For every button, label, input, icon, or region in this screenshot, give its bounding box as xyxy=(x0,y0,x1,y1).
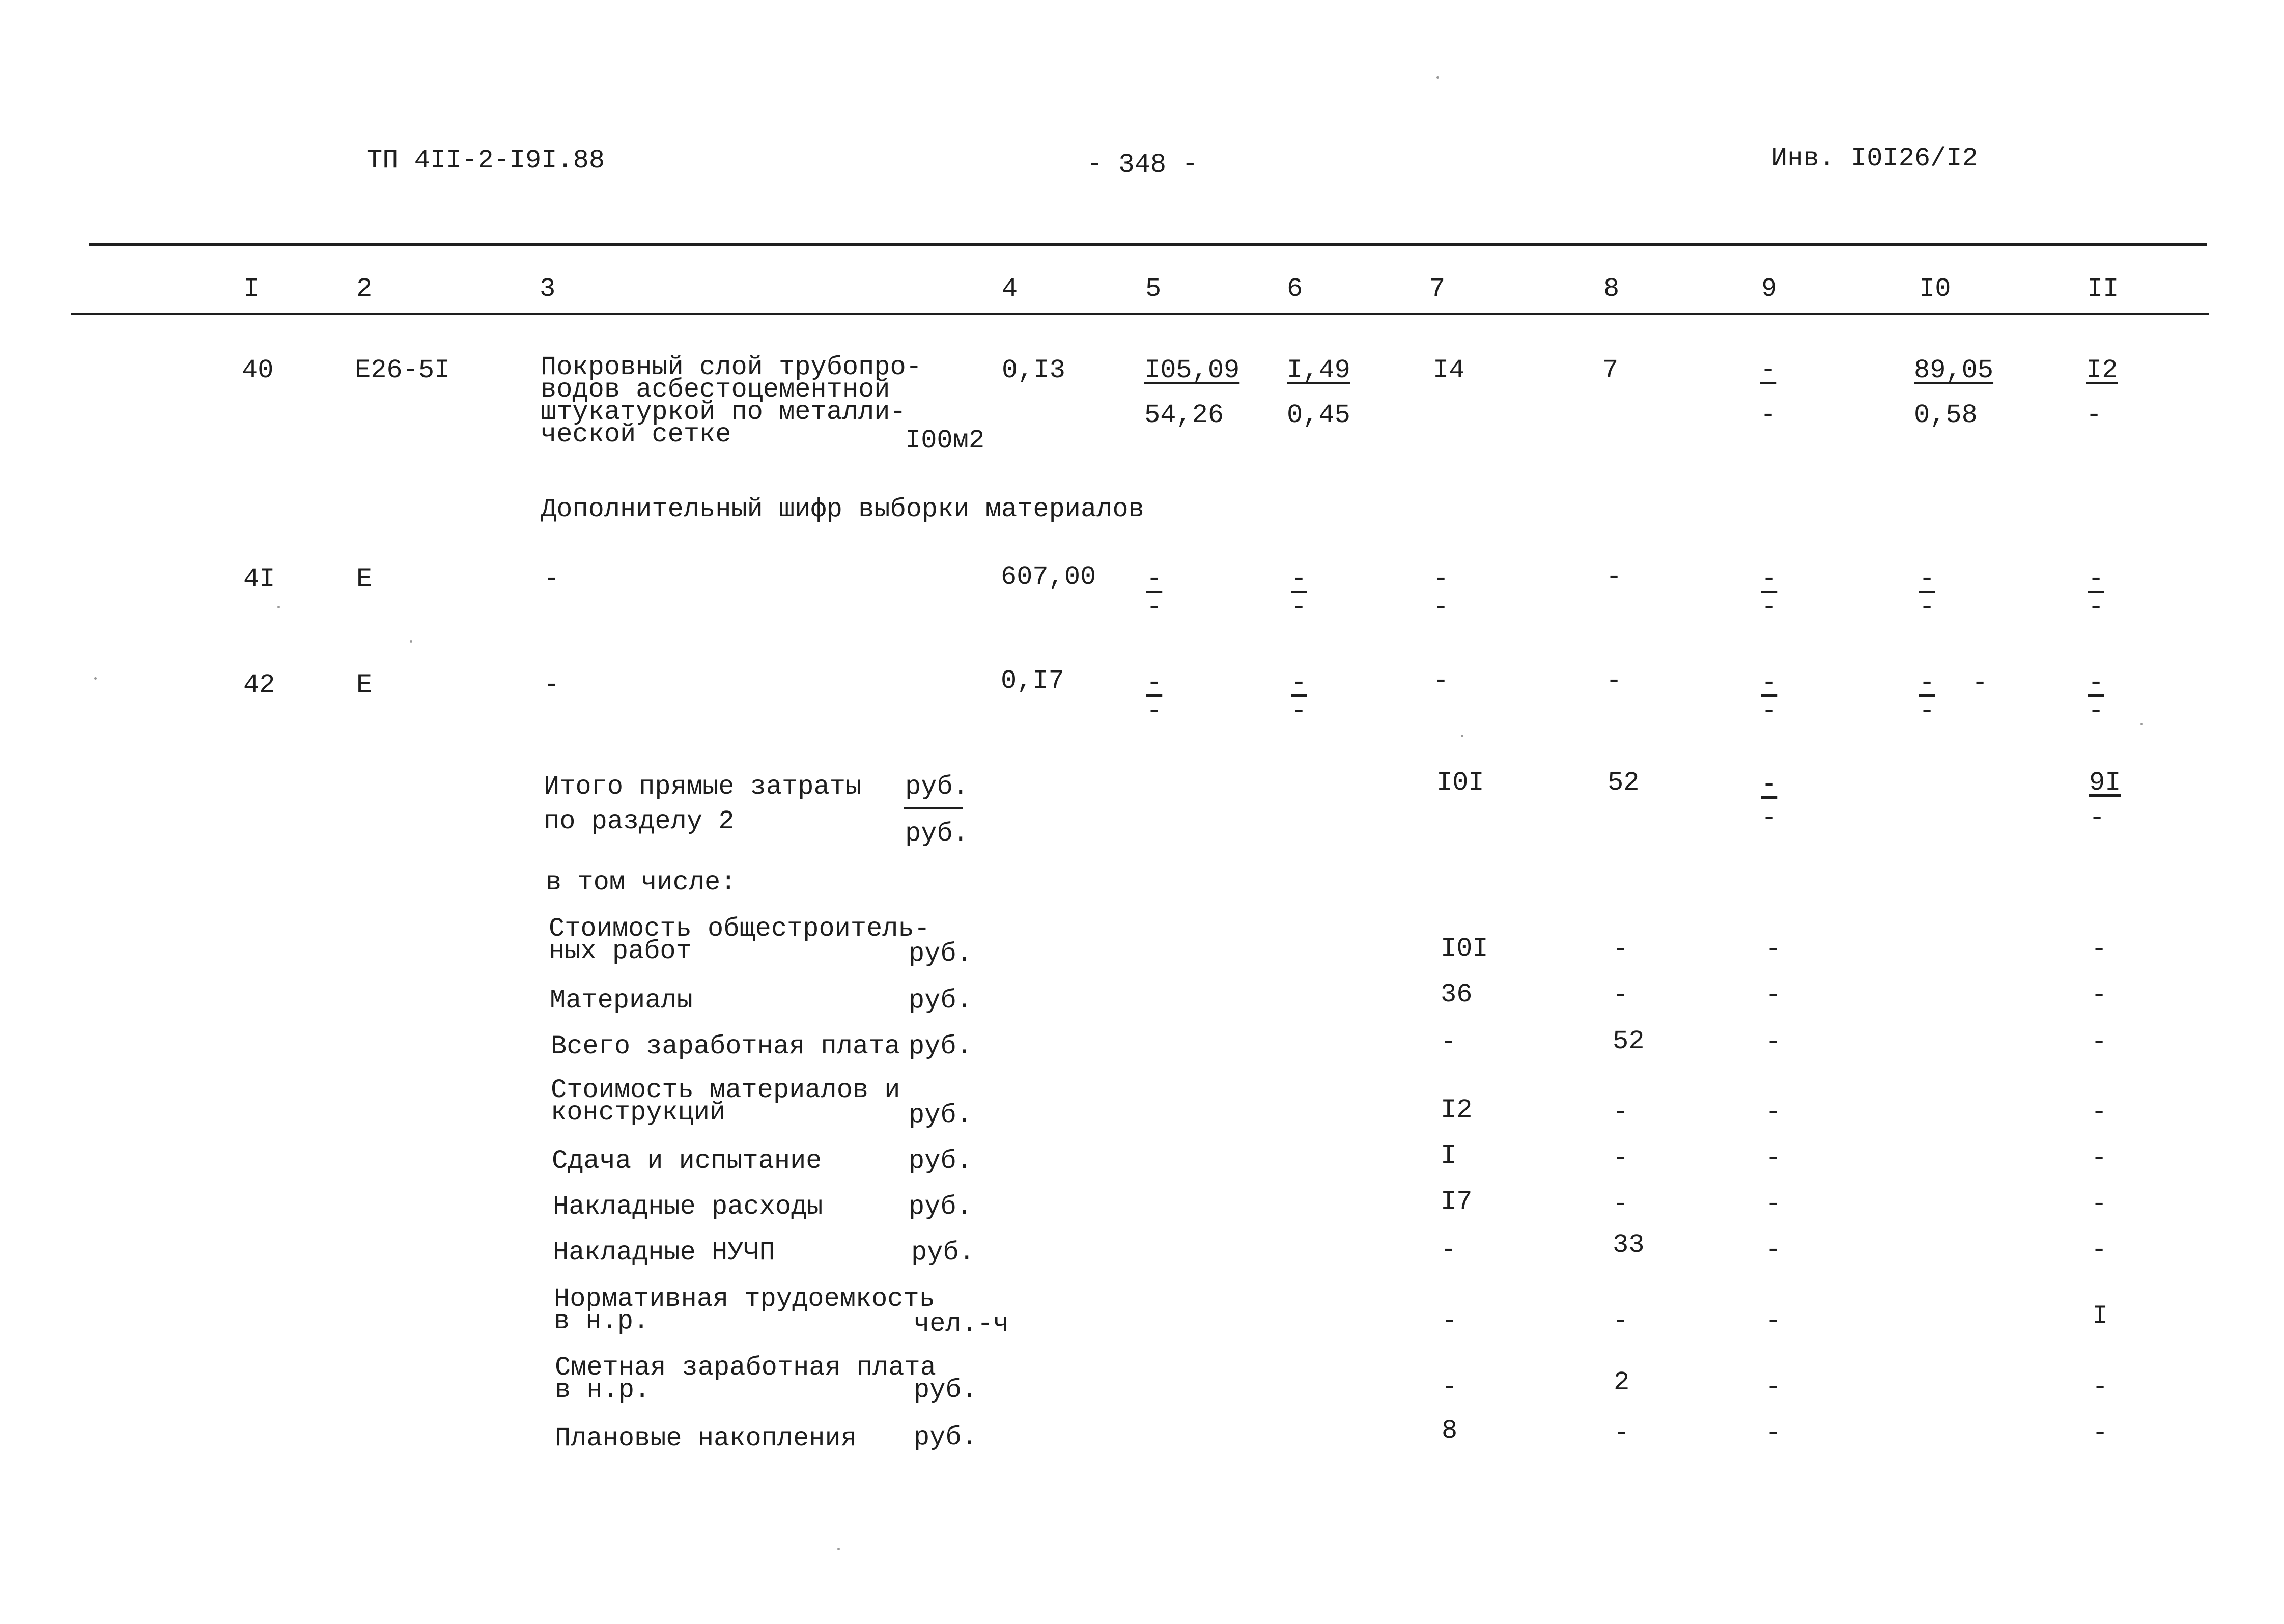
quantity: 607,00 xyxy=(1001,562,1096,592)
unit-fraction-line xyxy=(904,807,963,809)
item-col9: - xyxy=(1765,1306,1782,1336)
item-col11: - xyxy=(2092,1373,2108,1403)
unit-of-measure: I00м2 xyxy=(905,426,985,456)
rate-code: Е xyxy=(356,670,373,700)
total-col9-bottom: - xyxy=(1761,803,1778,833)
col6-value-top: - xyxy=(1291,668,1307,698)
item-col8: - xyxy=(1613,1143,1629,1173)
item-col8: 33 xyxy=(1613,1230,1645,1260)
item-col11: I xyxy=(2092,1301,2108,1331)
work-description: - xyxy=(544,564,560,594)
col8-value: 7 xyxy=(1602,355,1619,385)
col11-value-top: I2 xyxy=(2086,355,2118,385)
item-col9: - xyxy=(1765,1373,1782,1403)
col7-value-bottom: - xyxy=(1433,593,1449,623)
item-col9: - xyxy=(1765,935,1782,965)
item-col11: - xyxy=(2091,1235,2107,1265)
col6-value-top: - xyxy=(1291,564,1307,594)
item-col8: - xyxy=(1613,1306,1629,1336)
col8-value: - xyxy=(1606,562,1622,592)
col9-value-top: - xyxy=(1760,355,1777,385)
col7-value: - xyxy=(1433,666,1449,696)
col10-value-top: - xyxy=(1919,564,1935,594)
col-header-1: I xyxy=(243,274,260,304)
quantity: 0,I7 xyxy=(1001,666,1064,696)
col10-value-bottom: - xyxy=(1919,593,1935,623)
quantity: 0,I3 xyxy=(1002,355,1065,385)
table-header-rule xyxy=(71,313,2209,315)
item-col9: - xyxy=(1765,1235,1782,1265)
col6-value-bottom: - xyxy=(1291,593,1307,623)
col5-value-top: - xyxy=(1146,668,1163,698)
item-unit: руб. xyxy=(909,1146,972,1176)
col5-value-top: I05,09 xyxy=(1144,355,1240,385)
scan-speck xyxy=(94,677,97,680)
item-label: Сдача и испытание xyxy=(552,1146,822,1176)
item-col9: - xyxy=(1765,981,1782,1011)
scan-speck xyxy=(1436,76,1439,79)
total-unit-bottom: руб. xyxy=(905,819,969,849)
col11-value-bottom: - xyxy=(2086,400,2102,430)
item-label: Всего заработная плата xyxy=(551,1031,900,1061)
col11-value-top: - xyxy=(2088,564,2104,594)
item-col9: - xyxy=(1765,1143,1782,1173)
col10-value-top: - xyxy=(1919,668,1935,698)
col10-extra-dash: - xyxy=(1972,668,1988,698)
item-col11: - xyxy=(2091,981,2107,1011)
item-col11: - xyxy=(2091,1098,2107,1128)
page-number: - 348 - xyxy=(1087,150,1198,180)
item-col7: 8 xyxy=(1442,1416,1458,1446)
scan-speck xyxy=(410,640,412,643)
item-col7: I xyxy=(1441,1141,1457,1171)
including-label: в том числе: xyxy=(546,867,737,898)
row-number: 4I xyxy=(243,564,275,594)
col5-value-bottom: 54,26 xyxy=(1144,400,1224,430)
item-col8: - xyxy=(1613,1189,1629,1219)
work-description: Покровный слой трубопро- водов асбестоцементной штукатуркой по металли- ческой сетке xyxy=(541,352,922,450)
col5-value-bottom: - xyxy=(1146,593,1163,623)
col10-value-bottom: 0,58 xyxy=(1914,400,1978,430)
col-header-4: 4 xyxy=(1002,274,1018,304)
col11-value-bottom: - xyxy=(2088,593,2104,623)
col6-value-bottom: 0,45 xyxy=(1287,400,1350,430)
item-label: Нормативная трудоемкость в н.р. xyxy=(554,1284,935,1336)
item-col7: - xyxy=(1442,1373,1458,1403)
item-unit: руб. xyxy=(911,1238,975,1268)
col7-value: I4 xyxy=(1433,355,1465,385)
rate-code: Е26-5I xyxy=(355,355,450,385)
col-header-5: 5 xyxy=(1145,274,1162,304)
item-label: Материалы xyxy=(550,986,693,1016)
item-label: Стоимость общестроитель- ных работ xyxy=(549,914,930,966)
col5-value-bottom: - xyxy=(1146,696,1163,726)
item-unit: руб. xyxy=(909,986,972,1016)
item-col9: - xyxy=(1765,1027,1782,1057)
item-col8: - xyxy=(1613,935,1629,965)
col-header-2: 2 xyxy=(356,274,373,304)
col11-value-top: - xyxy=(2088,668,2104,698)
total-col11-bottom: - xyxy=(2089,803,2105,833)
col-header-6: 6 xyxy=(1287,274,1303,304)
col9-value-bottom: - xyxy=(1761,696,1778,726)
doc-code: ТП 4II-2-I9I.88 xyxy=(366,146,605,176)
item-col7: I0I xyxy=(1441,934,1488,964)
item-col9: - xyxy=(1765,1189,1782,1219)
total-label-line-2: по разделу 2 xyxy=(544,806,735,836)
item-col8: 2 xyxy=(1614,1367,1630,1397)
col10-value-top: 89,05 xyxy=(1914,355,1994,385)
col9-value-top: - xyxy=(1761,668,1778,698)
col8-value: - xyxy=(1606,666,1622,696)
item-unit: чел.-ч xyxy=(914,1309,1009,1339)
col6-value-bottom: - xyxy=(1291,696,1307,726)
scan-speck xyxy=(1461,735,1463,737)
section-heading: Дополнительный шифр выборки материалов xyxy=(541,494,1144,524)
col-header-10: I0 xyxy=(1919,274,1951,304)
item-col7: 36 xyxy=(1441,979,1473,1010)
item-label: Накладные расходы xyxy=(553,1192,823,1222)
scan-speck xyxy=(837,1548,840,1550)
scan-speck xyxy=(2140,723,2143,725)
item-label: Накладные НУЧП xyxy=(553,1238,775,1268)
col9-value-top: - xyxy=(1761,564,1778,594)
item-col7: - xyxy=(1442,1306,1458,1336)
col-header-9: 9 xyxy=(1761,274,1778,304)
col11-value-bottom: - xyxy=(2088,696,2104,726)
item-unit: руб. xyxy=(909,1031,972,1061)
item-col9: - xyxy=(1765,1098,1782,1128)
col5-value-top: - xyxy=(1146,564,1163,594)
inventory-number: Инв. I0I26/I2 xyxy=(1771,144,1978,174)
item-col7: - xyxy=(1441,1027,1457,1057)
item-label: Плановые накопления xyxy=(555,1423,857,1453)
row-number: 40 xyxy=(242,355,274,385)
table-top-rule xyxy=(89,243,2207,246)
work-description: - xyxy=(544,670,560,700)
item-col7: I2 xyxy=(1441,1095,1473,1125)
item-col8: - xyxy=(1613,1098,1629,1128)
scan-speck xyxy=(277,606,280,608)
total-col9-top: - xyxy=(1761,770,1778,800)
col9-value-bottom: - xyxy=(1760,400,1777,430)
total-unit-top: руб. xyxy=(905,772,969,802)
item-col8: - xyxy=(1614,1418,1630,1448)
col10-value-bottom: - xyxy=(1919,696,1935,726)
col-header-8: 8 xyxy=(1603,274,1620,304)
item-col11: - xyxy=(2091,1027,2107,1057)
item-col11: - xyxy=(2092,1418,2108,1448)
item-col11: - xyxy=(2091,935,2107,965)
item-col11: - xyxy=(2091,1189,2107,1219)
col-header-3: 3 xyxy=(540,274,556,304)
item-col7: I7 xyxy=(1441,1187,1473,1217)
col6-value-top: I,49 xyxy=(1287,355,1350,385)
item-col11: - xyxy=(2091,1143,2107,1173)
item-col8: 52 xyxy=(1613,1026,1645,1056)
total-label-line-1: Итого прямые затраты xyxy=(544,772,862,802)
row-number: 42 xyxy=(243,670,275,700)
total-col7: I0I xyxy=(1436,768,1484,798)
col7-value-top: - xyxy=(1433,564,1449,594)
item-unit: руб. xyxy=(914,1422,977,1452)
item-unit: руб. xyxy=(914,1375,977,1405)
item-col7: - xyxy=(1441,1235,1457,1265)
col-header-7: 7 xyxy=(1429,274,1446,304)
item-unit: руб. xyxy=(909,939,972,969)
col9-value-bottom: - xyxy=(1761,593,1778,623)
item-label: Стоимость материалов и конструкций xyxy=(551,1075,900,1128)
col-header-11: II xyxy=(2087,274,2119,304)
item-label: Сметная заработная плата в н.р. xyxy=(555,1353,936,1405)
item-unit: руб. xyxy=(909,1100,972,1130)
item-col8: - xyxy=(1613,981,1629,1011)
item-col9: - xyxy=(1765,1418,1782,1448)
total-col8: 52 xyxy=(1608,768,1640,798)
total-col11-top: 9I xyxy=(2089,768,2121,798)
rate-code: Е xyxy=(356,564,373,594)
item-unit: руб. xyxy=(909,1192,972,1222)
